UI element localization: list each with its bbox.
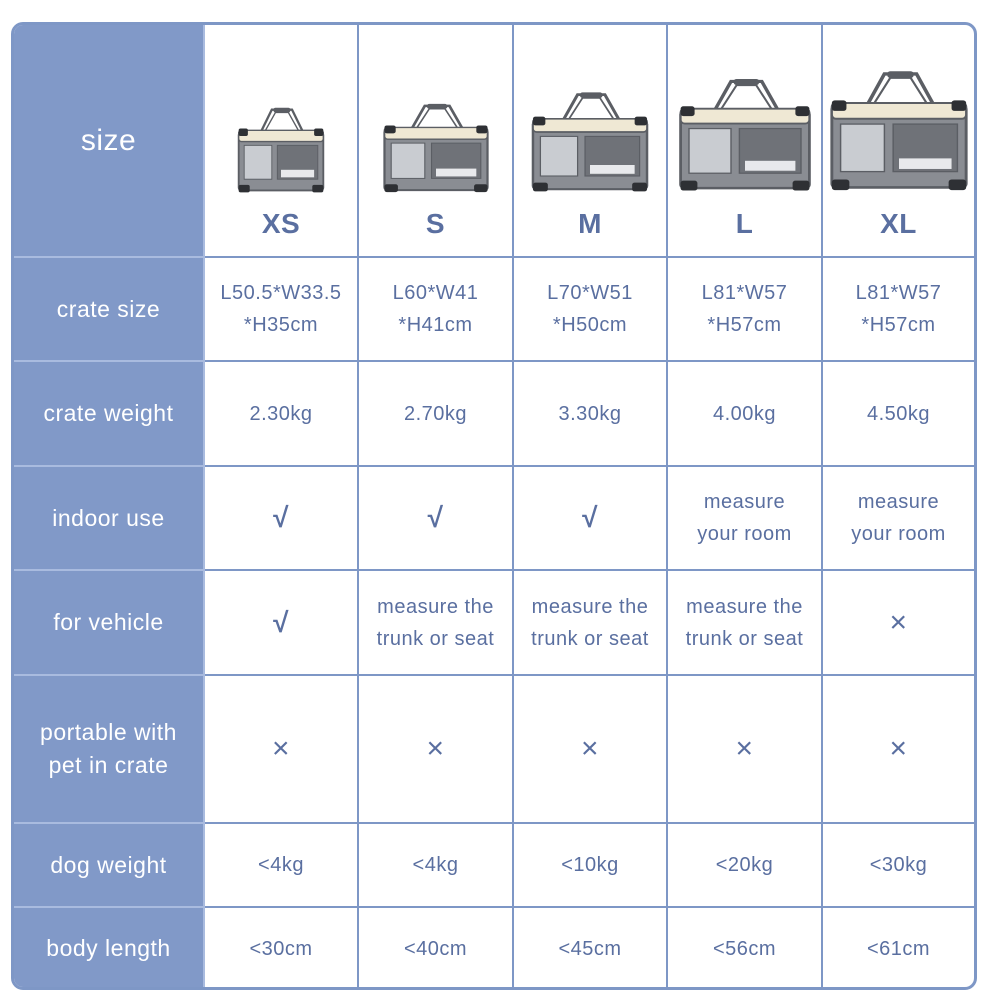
table-grid bbox=[14, 25, 974, 987]
body-length-cell: <61cm bbox=[866, 937, 931, 960]
pet-crate-image bbox=[826, 66, 972, 198]
check-icon: √ bbox=[273, 606, 289, 638]
note-text: measure your room bbox=[851, 491, 946, 545]
pet-crate-image bbox=[528, 88, 652, 198]
pet-crate-image bbox=[675, 74, 815, 198]
row-label-crate-size: crate size bbox=[14, 258, 205, 362]
crate-size-cell: L81*W57 *H57cm bbox=[668, 258, 823, 362]
body-length-cell: <40cm bbox=[359, 908, 514, 989]
portable-cell bbox=[823, 676, 974, 824]
size-code: XL bbox=[880, 208, 917, 239]
pet-crate-image bbox=[380, 100, 492, 198]
cross-icon: × bbox=[426, 732, 445, 765]
pet-crate-image bbox=[235, 104, 327, 198]
crate-size-cell: L60*W41 *H41cm bbox=[359, 258, 514, 362]
note-text: measure the trunk or seat bbox=[376, 595, 495, 650]
indoor-use-cell bbox=[205, 467, 359, 571]
size-col-s bbox=[359, 25, 514, 258]
size-code: M bbox=[578, 208, 602, 239]
crate-weight-cell: 4.50kg bbox=[823, 362, 974, 467]
cross-icon: × bbox=[735, 732, 754, 765]
row-label-portable: portable with pet in crate bbox=[14, 676, 205, 824]
dog-weight-cell: <4kg bbox=[205, 824, 359, 908]
indoor-use-cell bbox=[514, 467, 668, 571]
size-col-xs bbox=[205, 25, 359, 258]
for-vehicle-cell bbox=[205, 571, 359, 676]
check-icon: √ bbox=[427, 502, 444, 533]
size-col-l bbox=[668, 25, 823, 258]
crate-size-cell: L50.5*W33.5 *H35cm bbox=[205, 258, 359, 362]
crate-weight-cell: 3.30kg bbox=[514, 362, 668, 467]
check-icon: √ bbox=[582, 502, 598, 533]
crate-size-cell: L70*W51 *H50cm bbox=[514, 258, 668, 362]
dog-weight-cell: <20kg bbox=[668, 824, 823, 908]
dog-weight-cell: <4kg bbox=[359, 824, 514, 908]
indoor-use-cell bbox=[359, 467, 514, 571]
dog-weight-cell: <30kg bbox=[823, 824, 974, 908]
for-vehicle-cell bbox=[359, 571, 514, 676]
note-text: measure your room bbox=[697, 491, 792, 545]
cross-icon: × bbox=[580, 732, 600, 765]
crate-weight-cell: 4.00kg bbox=[668, 362, 823, 467]
portable-cell bbox=[668, 676, 823, 824]
size-code: L bbox=[735, 208, 754, 239]
body-length-cell: <45cm bbox=[514, 908, 668, 989]
row-label-dog-weight: dog weight bbox=[14, 824, 205, 908]
crate-size-cell: L81*W57 *H57cm bbox=[823, 258, 974, 362]
portable-cell bbox=[359, 676, 514, 824]
row-label-size: size bbox=[14, 25, 205, 258]
portable-cell bbox=[514, 676, 668, 824]
for-vehicle-cell bbox=[823, 571, 974, 676]
size-col-xl bbox=[823, 25, 974, 258]
crate-weight-cell: 2.70kg bbox=[359, 362, 514, 467]
body-length-cell: <30cm bbox=[205, 908, 359, 989]
cross-icon: × bbox=[889, 732, 908, 765]
row-label-crate-weight: crate weight bbox=[14, 362, 205, 467]
row-label-indoor-use: indoor use bbox=[14, 467, 205, 571]
for-vehicle-cell bbox=[668, 571, 823, 676]
note-text: measure the trunk or seat bbox=[685, 595, 804, 650]
indoor-use-cell bbox=[823, 467, 974, 571]
indoor-use-cell bbox=[668, 467, 823, 571]
dog-weight-cell: <10kg bbox=[514, 824, 668, 908]
portable-cell bbox=[205, 676, 359, 824]
row-label-body-length: body length bbox=[14, 908, 205, 989]
body-length-cell: <56cm bbox=[668, 908, 823, 989]
cross-icon: × bbox=[889, 605, 908, 639]
size-code: XS bbox=[261, 208, 301, 239]
check-icon: √ bbox=[273, 502, 289, 533]
for-vehicle-cell bbox=[514, 571, 668, 676]
note-text: measure the trunk or seat bbox=[531, 595, 649, 650]
row-label-for-vehicle: for vehicle bbox=[14, 571, 205, 676]
cross-icon: × bbox=[271, 732, 291, 765]
comparison-table bbox=[11, 22, 977, 990]
size-col-m bbox=[514, 25, 668, 258]
crate-weight-cell: 2.30kg bbox=[205, 362, 359, 467]
size-code: S bbox=[425, 208, 446, 239]
